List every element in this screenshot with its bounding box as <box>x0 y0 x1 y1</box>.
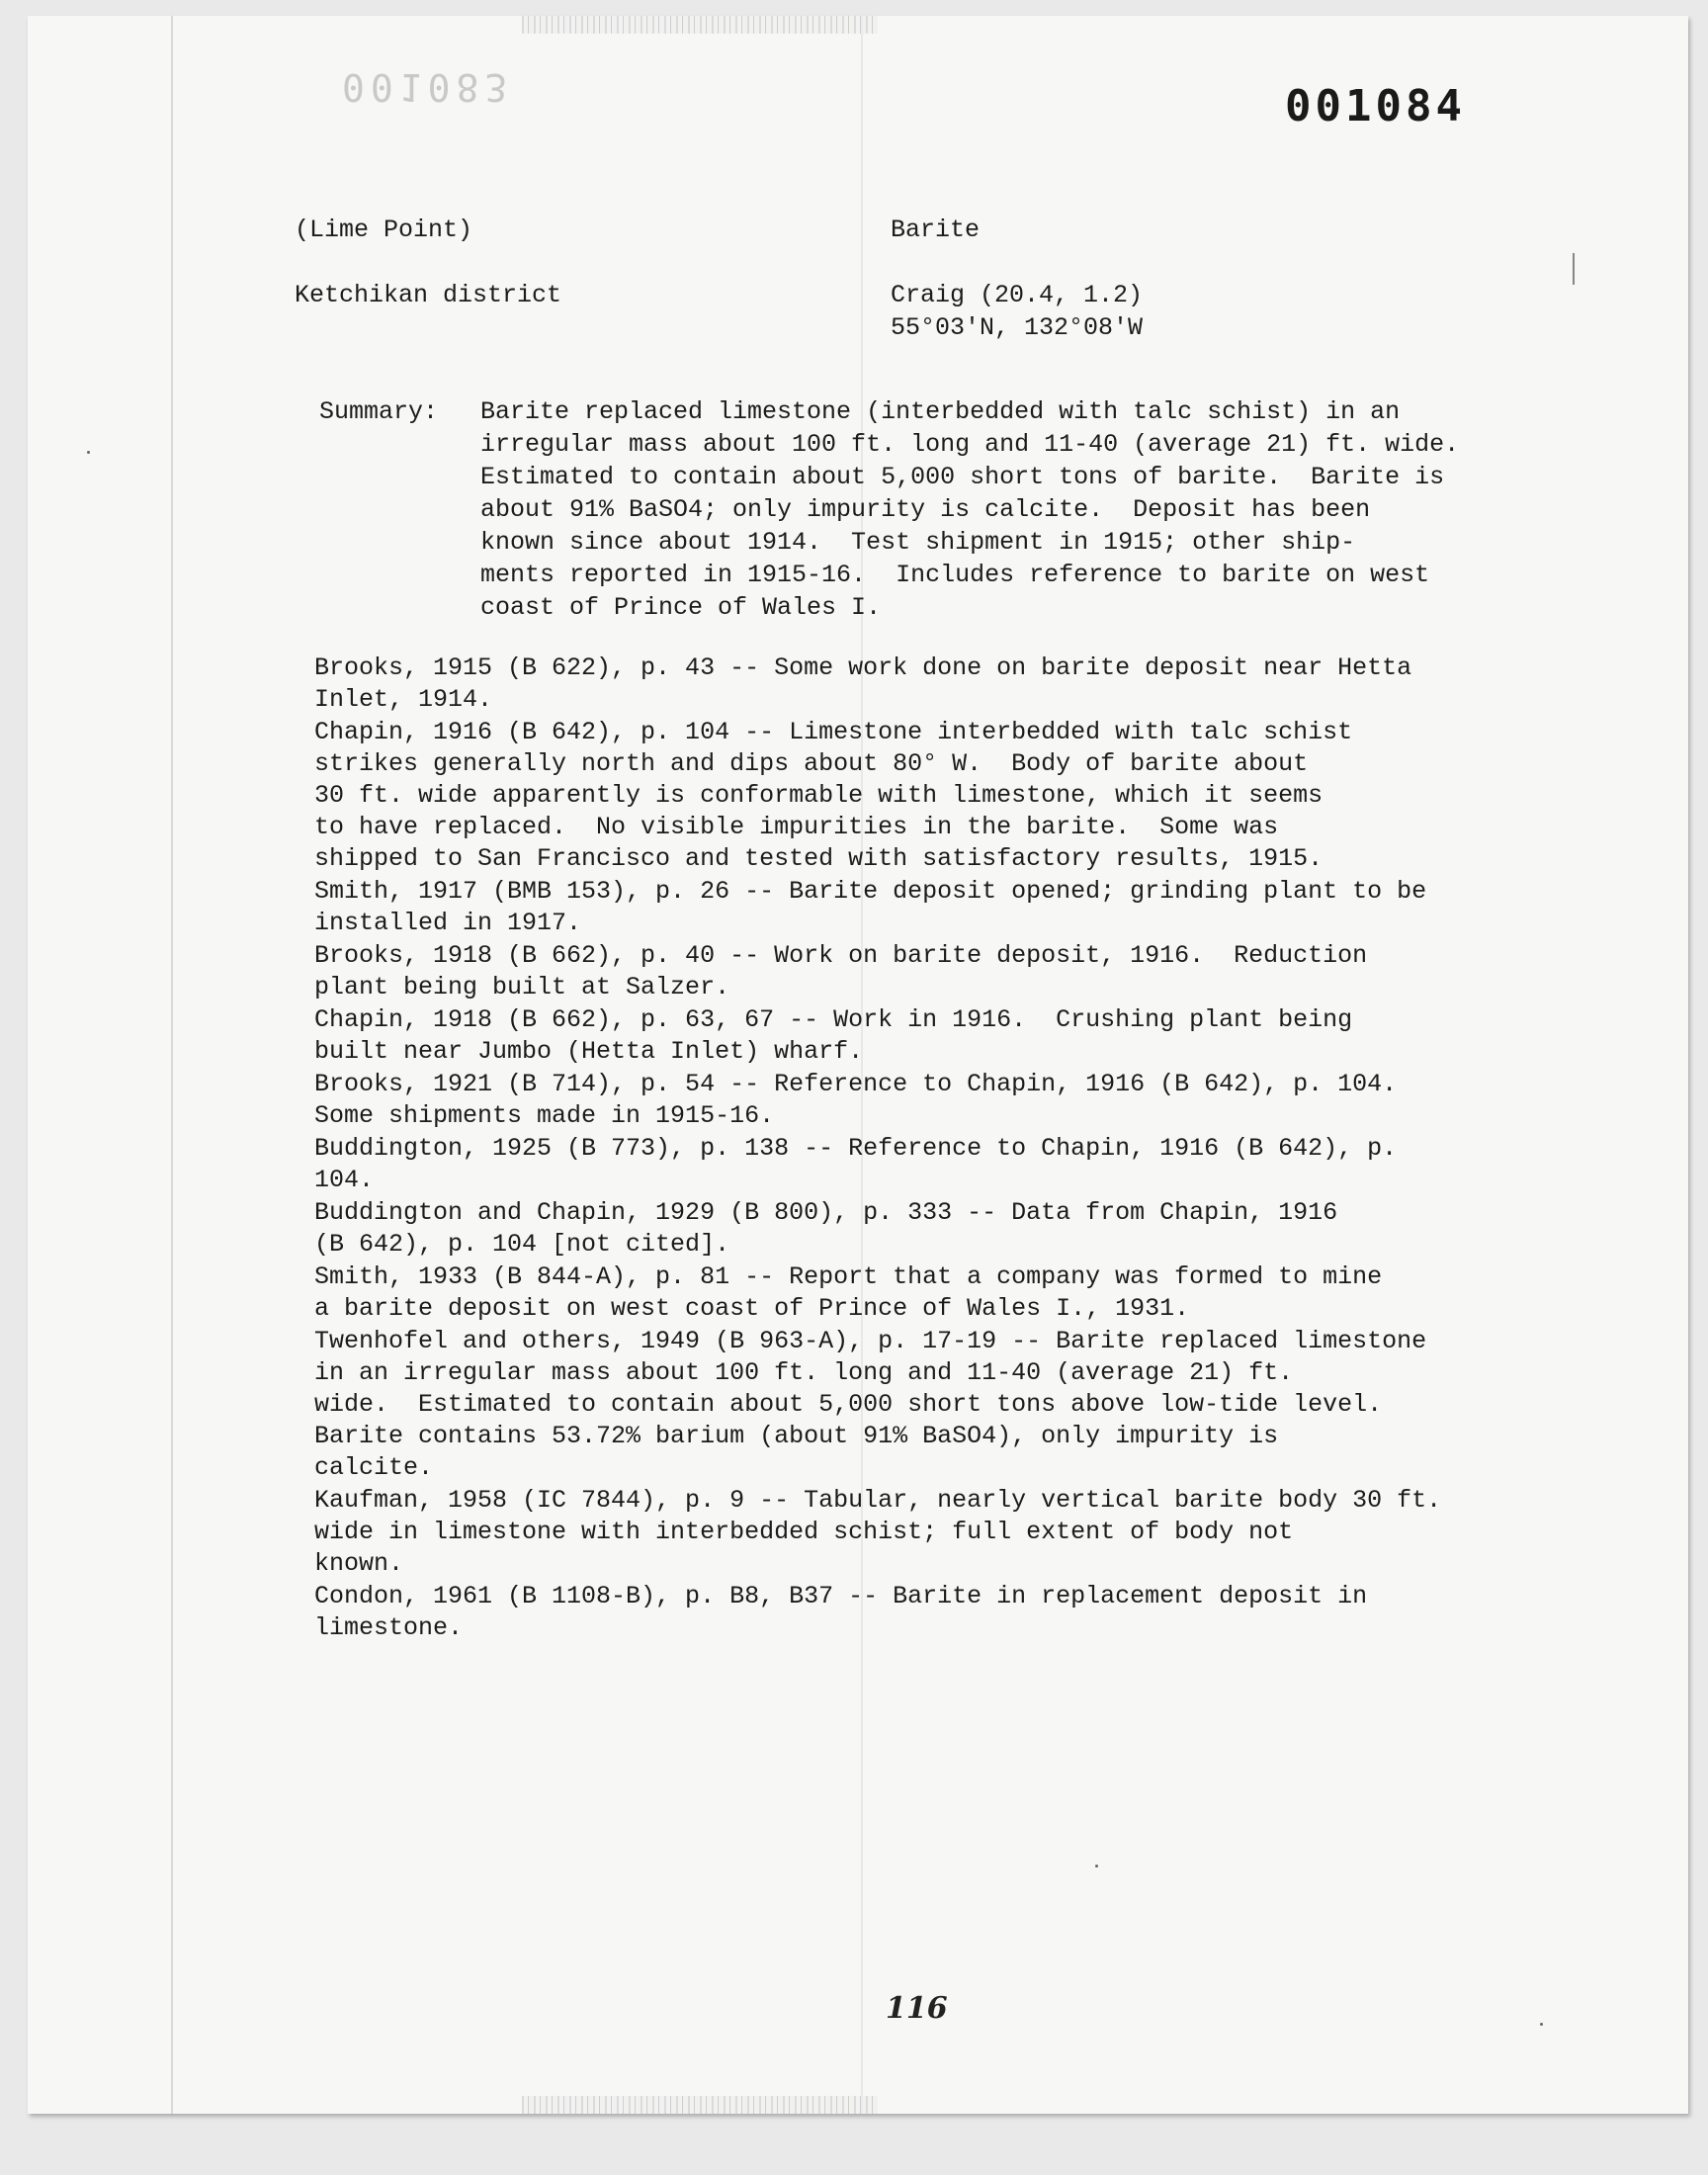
quadrangle: Craig (20.4, 1.2) <box>891 281 1144 309</box>
summary-line: irregular mass about 100 ft. long and 11-40 (average 21) ft. wide. <box>480 430 1460 459</box>
summary-line: Estimated to contain about 5,000 short tons of barite. Barite is <box>480 463 1445 491</box>
reference-line: shipped to San Francisco and tested with satisfactory results, 1915. <box>314 844 1324 873</box>
commodity: Barite <box>891 216 981 244</box>
scan-edge-bottom <box>522 2096 878 2114</box>
document-page <box>28 16 1688 2114</box>
reference-line: Chapin, 1916 (B 642), p. 104 -- Limestone interbedded with talc schist <box>314 718 1353 746</box>
scan-speck <box>1095 1865 1098 1868</box>
reference-line: Smith, 1917 (BMB 153), p. 26 -- Barite deposit opened; grinding plant to be <box>314 877 1427 906</box>
reference-line: plant being built at Salzer. <box>314 973 730 1001</box>
reference-line: Buddington and Chapin, 1929 (B 800), p. 333 -- Data from Chapin, 1916 <box>314 1198 1338 1227</box>
reference-line: a barite deposit on west coast of Prince of Wales I., 1931. <box>314 1294 1190 1323</box>
reference-entry <box>314 717 1589 875</box>
reference-line: built near Jumbo (Hetta Inlet) wharf. <box>314 1037 864 1066</box>
site-name: (Lime Point) <box>295 216 473 244</box>
reference-line: Barite contains 53.72% barium (about 91% BaSO4), only impurity is <box>314 1422 1279 1450</box>
reference-line: Brooks, 1921 (B 714), p. 54 -- Reference to Chapin, 1916 (B 642), p. 104. <box>314 1070 1398 1098</box>
reference-line: limestone. <box>314 1613 464 1642</box>
summary-label: Summary: <box>319 397 439 426</box>
reference-line: strikes generally north and dips about 80° W. Body of barite about <box>314 749 1309 778</box>
reference-line: to have replaced. No visible impurities in the barite. Some was <box>314 813 1279 841</box>
reference-line: in an irregular mass about 100 ft. long and 11-40 (average 21) ft. <box>314 1358 1294 1387</box>
file-number-stamp: 001084 <box>1285 81 1466 131</box>
reference-entry <box>314 1326 1589 1484</box>
reference-entry <box>314 1069 1589 1132</box>
reference-line: Brooks, 1915 (B 622), p. 43 -- Some work done on barite deposit near Hetta <box>314 653 1412 682</box>
reference-entry <box>314 1133 1589 1196</box>
reference-line: (B 642), p. 104 [not cited]. <box>314 1230 730 1259</box>
reference-line: Buddington, 1925 (B 773), p. 138 -- Reference to Chapin, 1916 (B 642), p. <box>314 1134 1398 1163</box>
reference-list <box>314 652 1589 1645</box>
coordinates: 55°03'N, 132°08'W <box>891 313 1144 342</box>
summary-line: ments reported in 1915-16. Includes reference to barite on west <box>480 561 1430 589</box>
reference-line: Inlet, 1914. <box>314 685 493 714</box>
reference-line: Brooks, 1918 (B 662), p. 40 -- Work on barite deposit, 1916. Reduction <box>314 941 1368 970</box>
reference-entry <box>314 1581 1589 1644</box>
district: Ketchikan district <box>295 281 562 309</box>
summary-line: known since about 1914. Test shipment in 1915; other ship- <box>480 528 1356 557</box>
summary-line: Barite replaced limestone (interbedded with talc schist) in an <box>480 397 1401 426</box>
reference-entry <box>314 876 1589 939</box>
reference-line: 104. <box>314 1166 375 1194</box>
reference-entry <box>314 1262 1589 1325</box>
bleed-through-stamp: 001083 <box>342 65 514 109</box>
reference-line: installed in 1917. <box>314 909 582 937</box>
reference-entry <box>314 1004 1589 1068</box>
reference-line: Twenhofel and others, 1949 (B 963-A), p. 17-19 -- Barite replaced limestone <box>314 1327 1427 1355</box>
reference-line: wide. Estimated to contain about 5,000 short tons above low-tide level. <box>314 1390 1383 1419</box>
reference-line: known. <box>314 1549 404 1578</box>
reference-line: Kaufman, 1958 (IC 7844), p. 9 -- Tabular, nearly vertical barite body 30 ft. <box>314 1486 1442 1515</box>
summary-line: about 91% BaSO4; only impurity is calcite. Deposit has been <box>480 495 1371 524</box>
reference-line: calcite. <box>314 1453 434 1482</box>
reference-line: 30 ft. wide apparently is conformable with limestone, which it seems <box>314 781 1324 810</box>
fold-line <box>171 16 173 2114</box>
reference-line: Condon, 1961 (B 1108-B), p. B8, B37 -- Barite in replacement deposit in <box>314 1582 1368 1610</box>
scan-edge-top <box>522 16 878 34</box>
reference-entry <box>314 940 1589 1003</box>
reference-line: Chapin, 1918 (B 662), p. 63, 67 -- Work in 1916. Crushing plant being <box>314 1005 1353 1034</box>
summary-line: coast of Prince of Wales I. <box>480 593 882 622</box>
margin-mark <box>1573 253 1575 285</box>
reference-entry <box>314 1197 1589 1261</box>
reference-line: Smith, 1933 (B 844-A), p. 81 -- Report that a company was formed to mine <box>314 1262 1383 1291</box>
reference-entry <box>314 1485 1589 1580</box>
reference-line: wide in limestone with interbedded schist; full extent of body not <box>314 1518 1294 1546</box>
reference-entry <box>314 652 1589 716</box>
page-number: 116 <box>886 1991 948 2026</box>
summary-text <box>480 395 1587 624</box>
reference-line: Some shipments made in 1915-16. <box>314 1101 775 1130</box>
scan-speck <box>1540 2023 1543 2026</box>
scan-speck <box>87 451 90 454</box>
